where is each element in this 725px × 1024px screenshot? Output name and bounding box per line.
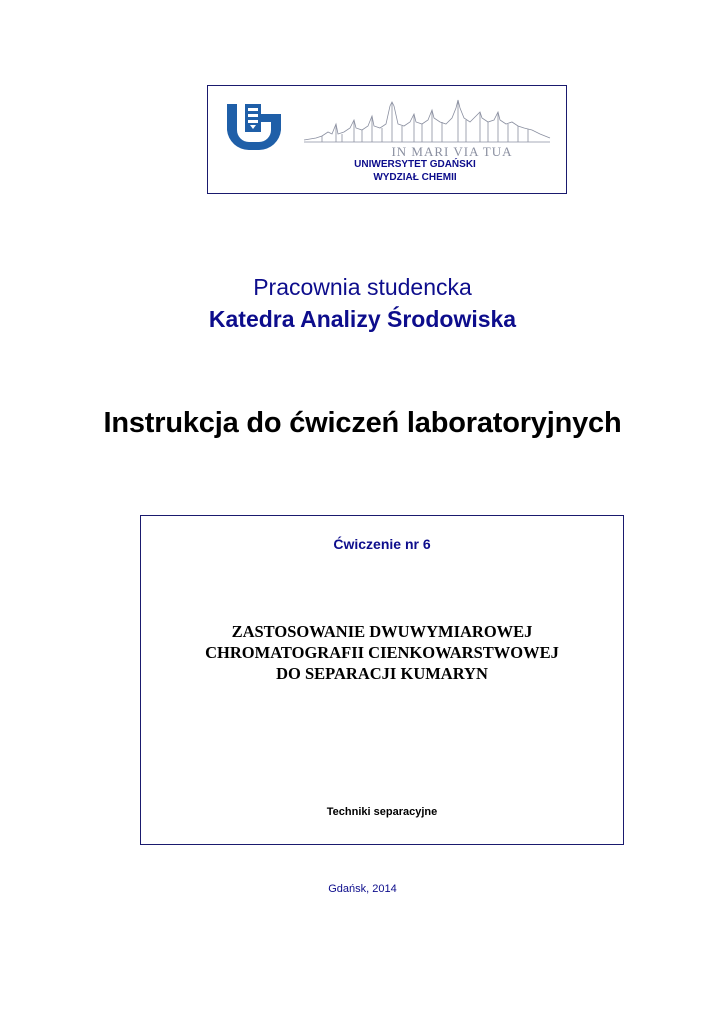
exercise-topic-line: CHROMATOGRAFII CIENKOWARSTWOWEJ <box>205 643 559 662</box>
exercise-box <box>140 515 624 845</box>
university-logo-icon <box>223 100 285 150</box>
university-header <box>207 85 567 194</box>
course-name: Techniki separacyjne <box>326 806 438 818</box>
university-name <box>208 158 566 184</box>
motto-text: IN MARI VIA TUA <box>391 144 513 159</box>
university-name-line: UNIWERSYTET GDAŃSKI <box>354 159 476 170</box>
exercise-number: Ćwiczenie nr 6 <box>333 536 431 552</box>
city-skyline-icon <box>302 94 552 160</box>
place-date: Gdańsk, 2014 <box>328 883 397 895</box>
exercise-topic <box>141 621 623 684</box>
document-title: Instrukcja do ćwiczeń laboratoryjnych <box>103 407 622 439</box>
lab-title: Pracownia studencka <box>253 274 472 300</box>
exercise-topic-line: DO SEPARACJI KUMARYN <box>276 664 488 683</box>
exercise-topic-line: ZASTOSOWANIE DWUWYMIAROWEJ <box>231 622 533 641</box>
department-title: Katedra Analizy Środowiska <box>208 306 517 332</box>
faculty-name-line: WYDZIAŁ CHEMII <box>373 172 457 183</box>
